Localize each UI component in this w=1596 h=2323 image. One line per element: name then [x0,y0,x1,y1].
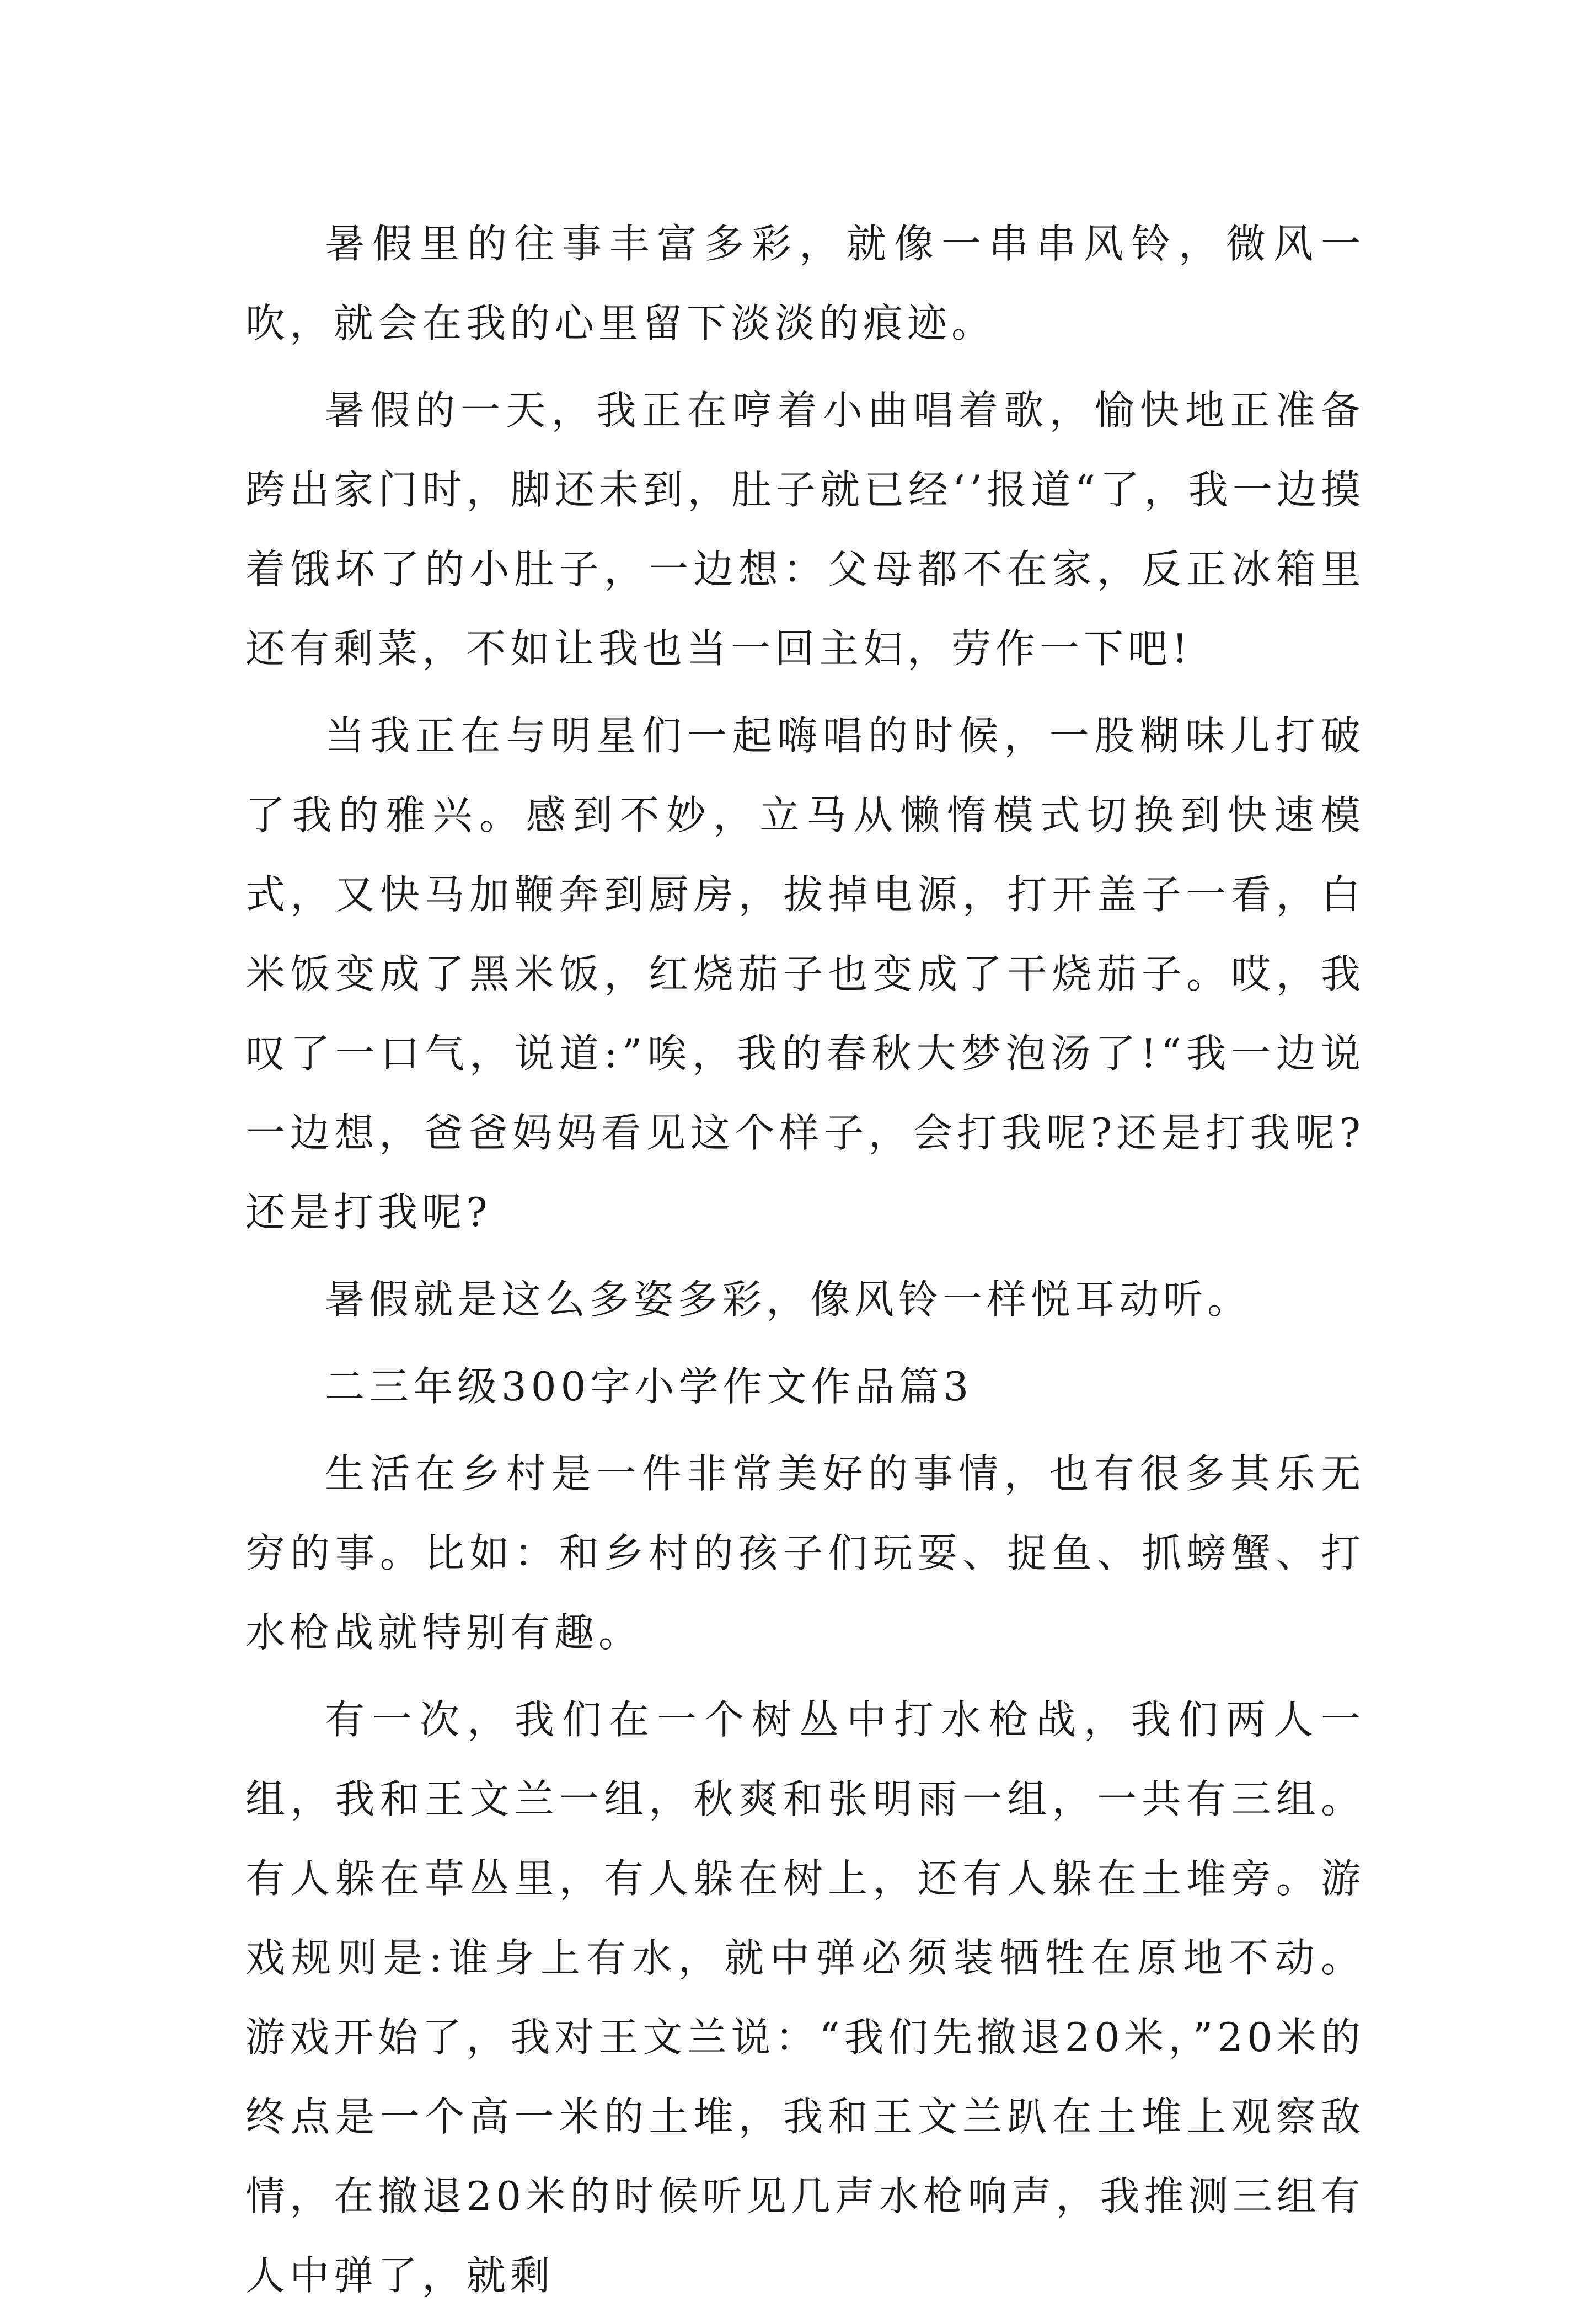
paragraph-1: 暑假里的往事丰富多彩，就像一串串风铃，微风一吹，就会在我的心里留下淡淡的痕迹。 [245,221,1365,346]
paragraph-3: 当我正在与明星们一起嗨唱的时候，一股糊味儿打破了我的雅兴。感到不妙，立马从懒惰模式切换到快速模式，又快马加鞭奔到厨房，拔掉电源，打开盖子一看，白米饭变成了黑米饭，红烧茄子也变成了干烧茄子。哎，我叹了一口气，说道:”唉，我的春秋大梦泡汤了!“我一边说一边想，爸爸妈妈看见这个样子，会打我呢?还是打我呢?还是打我呢? [245,713,1365,1235]
document-body [245,204,1365,2323]
paragraph-4: 暑假就是这么多姿多彩，像风铃一样悦耳动听。 [325,1276,1252,1323]
paragraph-5: 生活在乡村是一件非常美好的事情，也有很多其乐无穷的事。比如：和乡村的孩子们玩耍、捉鱼、抓螃蟹、打水枪战就特别有趣。 [245,1450,1365,1656]
paragraph-2: 暑假的一天，我正在哼着小曲唱着歌，愉快地正准备跨出家门时，脚还未到，肚子就已经‘’报道“了，我一边摸着饿坏了的小肚子，一边想：父母都不在家，反正冰箱里还有剩菜，不如让我也当一回主妇，劳作一下吧! [245,387,1365,672]
section-title: 二三年级300字小学作文作品篇3 [325,1363,973,1410]
paragraph-6: 有一次，我们在一个树丛中打水枪战，我们两人一组，我和王文兰一组，秋爽和张明雨一组，一共有三组。有人躲在草丛里，有人躲在树上，还有人躲在土堆旁。游戏规则是:谁身上有水，就中弹必须装牺牲在原地不动。游戏开始了，我对王文兰说：“我们先撤退20米，”20米的终点是一个高一米的土堆，我和王文兰趴在土堆上观察敌情，在撤退20米的时候听见几声水枪响声，我推测三组有人中弹了，就剩 [245,1696,1365,2299]
